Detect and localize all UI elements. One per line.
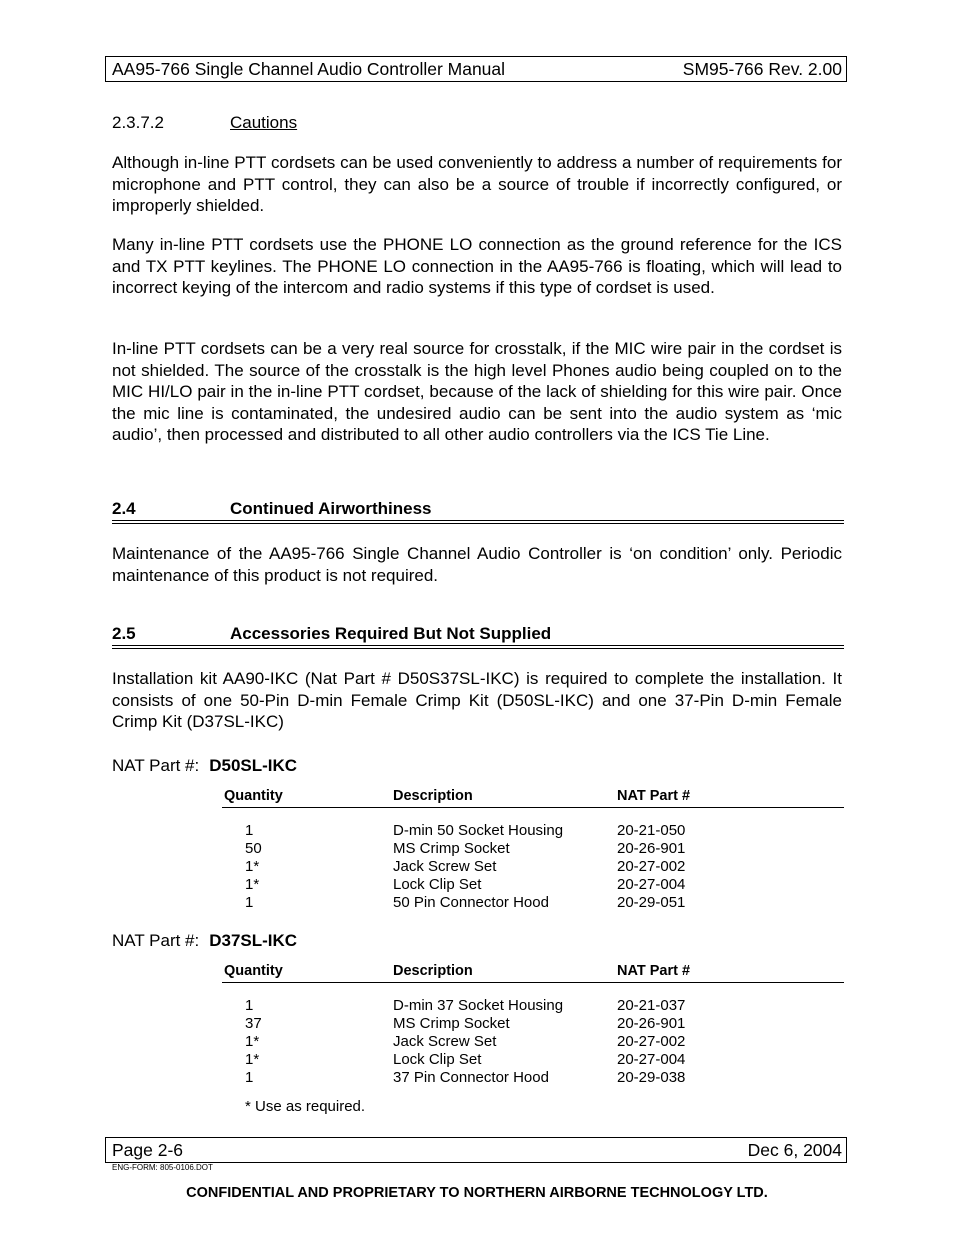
quantity-column xyxy=(245,822,262,912)
airworthiness-paragraph: Maintenance of the AA95-766 Single Channel Audio Controller is ‘on condition’ only. Periodic maintenance of this product is not required. xyxy=(112,544,842,585)
section-number: 2.3.7.2 xyxy=(112,113,164,132)
section-heading-2372 xyxy=(112,113,297,133)
table-cell: 1 xyxy=(245,822,254,839)
table-cell: 20-29-051 xyxy=(617,894,686,911)
table-cell: 20-27-002 xyxy=(617,858,686,875)
kit-part-label: NAT Part #: xyxy=(112,756,200,775)
page-footer xyxy=(105,1137,847,1163)
page-header xyxy=(105,56,847,82)
table-cell: 50 Pin Connector Hood xyxy=(393,894,549,911)
section-heading-25 xyxy=(112,624,844,646)
table-cell: 20-21-050 xyxy=(617,822,686,839)
table-cell: 37 Pin Connector Hood xyxy=(393,1069,549,1086)
part-column xyxy=(617,997,685,1087)
cautions-paragraph-3: In-line PTT cordsets can be a very real source for crosstalk, if the MIC wire pair in the cordset is not shielded. The source of the crosstalk is the high level Phones audio being coupled on to the MIC HI/LO pair in the in-line PTT cordset, because of the lack of shielding for this wire pair. Once the mic line is contaminated, the undesired audio can be sent into the audio system as ‘mic audio’, then processed and distributed to all other audio controllers via the ICS Tie Line. xyxy=(112,339,842,444)
section-number: 2.5 xyxy=(112,624,136,643)
page-number: Page 2-6 xyxy=(112,1140,184,1160)
table-cell: MS Crimp Socket xyxy=(393,840,510,857)
table-cell: 1* xyxy=(245,858,260,875)
footnote: * Use as required. xyxy=(245,1098,366,1115)
kit-part-label: NAT Part #: xyxy=(112,931,200,950)
column-header-part: NAT Part # xyxy=(617,788,691,804)
section-title: Continued Airworthiness xyxy=(230,499,432,518)
description-column xyxy=(393,822,563,912)
table-cell: D-min 50 Socket Housing xyxy=(393,822,564,839)
doc-reference: SM95-766 Rev. 2.00 xyxy=(682,59,842,79)
column-header-description: Description xyxy=(393,963,473,979)
accessories-paragraph: Installation kit AA90-IKC (Nat Part # D50S37SL-IKC) is required to complete the installation. It consists of one 50-Pin D-min Female Crimp Kit (D50SL-IKC) and one 37-Pin D-min Female Crimp Kit (D37SL-IKC) xyxy=(112,669,842,731)
table-cell: 1 xyxy=(245,894,254,911)
table-cell: 20-21-037 xyxy=(617,997,686,1014)
table-cell: Lock Clip Set xyxy=(393,876,482,893)
table-cell: 50 xyxy=(245,840,262,857)
table-cell: D-min 37 Socket Housing xyxy=(393,997,564,1014)
column-header-quantity: Quantity xyxy=(224,963,283,979)
table-cell: 37 xyxy=(245,1015,262,1032)
kit-part-line xyxy=(112,756,297,776)
form-id: ENG-FORM: 805-0106.DOT xyxy=(112,1163,213,1172)
column-header-quantity: Quantity xyxy=(224,788,283,804)
table-rule xyxy=(222,807,844,808)
table-cell: 1 xyxy=(245,1069,254,1086)
table-cell: Lock Clip Set xyxy=(393,1051,482,1068)
kit-part-number: D50SL-IKC xyxy=(209,756,298,775)
table-cell: Jack Screw Set xyxy=(393,858,497,875)
confidential-notice: CONFIDENTIAL AND PROPRIETARY TO NORTHERN AIRBORNE TECHNOLOGY LTD. xyxy=(186,1185,768,1201)
cautions-paragraph-1: Although in-line PTT cordsets can be used conveniently to address a number of requirements for microphone and PTT control, they can also be a source of trouble if incorrectly configured, or improperly shielded. xyxy=(112,153,842,215)
table-rule xyxy=(222,982,844,983)
description-column xyxy=(393,997,563,1087)
table-cell: 1 xyxy=(245,997,254,1014)
section-rule xyxy=(112,520,844,524)
kit-part-line xyxy=(112,931,297,951)
section-title: Cautions xyxy=(230,113,298,132)
table-cell: 20-26-901 xyxy=(617,1015,686,1032)
quantity-column xyxy=(245,997,262,1087)
table-cell: 20-27-004 xyxy=(617,876,686,893)
section-heading-24 xyxy=(112,499,844,521)
manual-title: AA95-766 Single Channel Audio Controller Manual xyxy=(112,59,506,79)
section-title: Accessories Required But Not Supplied xyxy=(230,624,552,643)
column-header-part: NAT Part # xyxy=(617,963,691,979)
table-cell: MS Crimp Socket xyxy=(393,1015,510,1032)
table-cell: Jack Screw Set xyxy=(393,1033,497,1050)
table-cell: 20-26-901 xyxy=(617,840,686,857)
column-header-description: Description xyxy=(393,788,473,804)
section-number: 2.4 xyxy=(112,499,136,518)
part-column xyxy=(617,822,685,912)
table-cell: 1* xyxy=(245,1033,260,1050)
table-cell: 20-29-038 xyxy=(617,1069,686,1086)
cautions-paragraph-2: Many in-line PTT cordsets use the PHONE LO connection as the ground reference for the ICS and TX PTT keylines. The PHONE LO connection in the AA95-766 is floating, which will lead to incorrect keying of the intercom and radio systems if this type of cordset is used. xyxy=(112,235,842,297)
table-cell: 1* xyxy=(245,876,260,893)
section-rule xyxy=(112,645,844,649)
table-cell: 20-27-002 xyxy=(617,1033,686,1050)
table-cell: 20-27-004 xyxy=(617,1051,686,1068)
table-cell: 1* xyxy=(245,1051,260,1068)
kit-part-number: D37SL-IKC xyxy=(209,931,298,950)
footer-date: Dec 6, 2004 xyxy=(747,1140,842,1160)
